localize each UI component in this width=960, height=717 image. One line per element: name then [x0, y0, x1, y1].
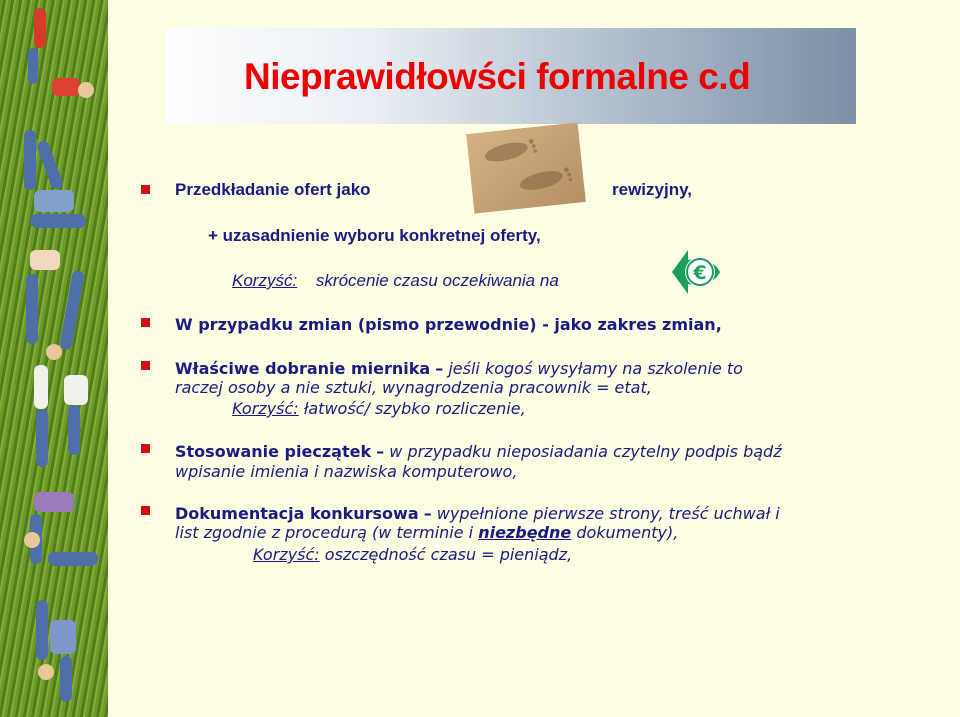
item4-dash: – — [376, 442, 385, 461]
person-figure-2 — [20, 130, 100, 240]
footprints-image — [466, 122, 586, 213]
item2-text: W przypadku zmian (pismo przewodnie) - jako zakres zmian, — [175, 315, 722, 334]
person-figure-6 — [30, 600, 100, 710]
item3-bold: Właściwe dobranie miernika — [175, 359, 431, 378]
item3-line1 — [175, 359, 743, 378]
person-figure-4 — [34, 365, 100, 475]
benefit-label: Korzyść: — [232, 271, 298, 290]
item5-emphasis: niezbędne — [478, 523, 572, 542]
bullet-marker — [141, 318, 150, 327]
benefit-label: Korzyść: — [232, 399, 299, 418]
bullet-marker — [141, 506, 150, 515]
left-decorative-strip — [0, 0, 108, 717]
benefit-label: Korzyść: — [253, 545, 320, 564]
item4-bold: Stosowanie pieczątek — [175, 442, 372, 461]
item3-dash: – — [435, 359, 444, 378]
item4-italic: w przypadku nieposiadania czytelny podpis bądź — [389, 442, 782, 461]
item5-benefit — [253, 545, 572, 564]
item5-dash: – — [423, 504, 432, 523]
item4-line1 — [175, 442, 782, 461]
item3-line2: raczej osoby a nie sztuki, wynagrodzenia pracownik = etat, — [175, 378, 652, 397]
bullet-marker — [141, 361, 150, 370]
benefit-text: skrócenie czasu oczekiwania na — [315, 271, 559, 290]
euro-icon — [666, 246, 724, 298]
page-title: Nieprawidłowści formalne c.d — [244, 56, 751, 97]
item3-italic: jeśli kogoś wysyłamy na szkolenie to — [448, 359, 743, 378]
item5-bold: Dokumentacja konkursowa — [175, 504, 419, 523]
bullet-marker — [141, 444, 150, 453]
item1-line1-left: Przedkładanie ofert jako — [175, 180, 371, 199]
item5-line2-a: list zgodnie z procedurą (w terminie i — [175, 523, 479, 542]
person-figure-3 — [26, 250, 102, 360]
item3-benefit — [232, 399, 526, 418]
item5-line1 — [175, 504, 780, 523]
item5-italic: wypełnione pierwsze strony, treść uchwał i — [436, 504, 780, 523]
item5-line2 — [175, 523, 678, 542]
item5-line2-b: dokumenty), — [571, 523, 679, 542]
benefit-text: łatwość/ szybko rozliczenie, — [303, 399, 526, 418]
person-figure-5 — [24, 492, 104, 592]
svg-text:€: € — [693, 262, 707, 284]
item1-benefit — [232, 271, 559, 290]
item1-line2: + uzasadnienie wyboru konkretnej oferty, — [208, 226, 541, 245]
bullet-marker — [141, 185, 150, 194]
benefit-text: oszczędność czasu = pieniądz, — [324, 545, 573, 564]
title-banner — [166, 28, 856, 124]
person-figure-1 — [22, 8, 92, 108]
item4-line2: wpisanie imienia i nazwiska komputerowo, — [175, 462, 518, 481]
item1-line1-right: rewizyjny, — [612, 180, 692, 199]
